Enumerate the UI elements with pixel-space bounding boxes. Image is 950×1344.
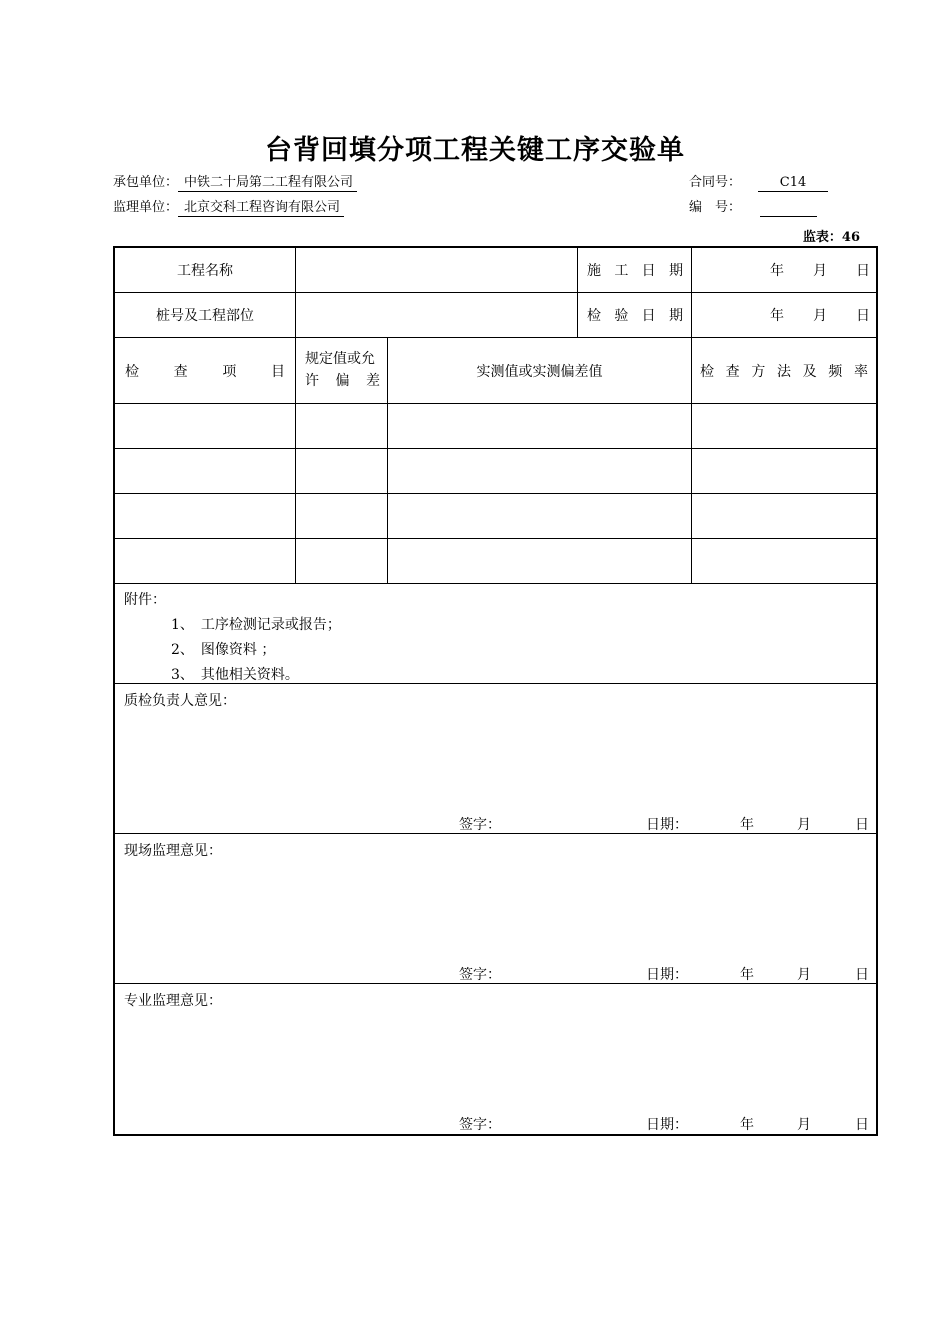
site-date-month: 月 [797, 967, 811, 983]
project-name-field[interactable] [296, 248, 577, 292]
site-date-label: 日期： [646, 967, 688, 983]
supervisor-line [113, 200, 344, 217]
contractor-value[interactable]: 中铁二十局第二工程有限公司 [178, 175, 357, 192]
qc-date-month: 月 [797, 817, 811, 833]
specialist-date-label: 日期： [646, 1117, 688, 1133]
inspection-table [113, 246, 878, 1136]
form-number: 监表：46 [802, 230, 860, 245]
supervisor-label: 监理单位： [113, 200, 179, 215]
specialist-date-day: 日 [855, 1117, 869, 1133]
divider [115, 583, 876, 584]
divider [577, 248, 578, 337]
site-sign-label: 签字： [459, 967, 501, 983]
construction-date-label: 施 工 日 期 [587, 263, 683, 279]
table-row-item[interactable] [115, 539, 295, 583]
contract-no-value[interactable]: C14 [758, 175, 828, 192]
contract-no-label: 合同号： [689, 175, 742, 190]
table-row-method[interactable] [692, 494, 876, 538]
table-row-measured[interactable] [388, 539, 691, 583]
specialist-sign-label: 签字： [459, 1117, 501, 1133]
table-row-spec[interactable] [296, 404, 387, 448]
specialist-date-year: 年 [740, 1117, 754, 1133]
qc-date-label: 日期： [646, 817, 688, 833]
table-row-spec[interactable] [296, 494, 387, 538]
attachments-label: 附件： [124, 592, 166, 608]
column-spec-line1: 规定值或允 [305, 351, 375, 367]
column-spec-line2: 许 偏 差 [305, 373, 380, 389]
table-row-spec[interactable] [296, 449, 387, 493]
column-method-header: 检 查 方 法 及 频 率 [700, 363, 868, 380]
date-month: 月 [813, 263, 827, 279]
qc-opinion-field[interactable] [115, 708, 876, 808]
date-day: 日 [856, 263, 870, 279]
serial-label: 编 号： [689, 200, 742, 215]
date-month: 月 [813, 308, 827, 324]
specialist-supervision-opinion-field[interactable] [115, 1008, 876, 1108]
site-date-day: 日 [855, 967, 869, 983]
construction-date-field[interactable] [692, 248, 876, 292]
qc-date-day: 日 [855, 817, 869, 833]
column-item-header: 检 查 项 目 [125, 363, 285, 380]
stake-field[interactable] [296, 293, 577, 337]
attachment-item: 3、 其他相关资料。 [171, 667, 299, 683]
stake-label: 桩号及工程部位 [156, 308, 254, 324]
site-supervision-opinion-field[interactable] [115, 858, 876, 958]
column-measured-header: 实测值或实测偏差值 [476, 363, 603, 380]
table-row-item[interactable] [115, 449, 295, 493]
attachment-item: 1、 工序检测记录或报告； [171, 617, 341, 633]
project-name-label: 工程名称 [177, 263, 233, 279]
contractor-label: 承包单位： [113, 175, 179, 190]
column-spec-header [305, 348, 380, 392]
table-row-spec[interactable] [296, 539, 387, 583]
table-row-measured[interactable] [388, 404, 691, 448]
qc-date-year: 年 [740, 817, 754, 833]
contractor-line [113, 175, 357, 192]
serial-value[interactable] [760, 200, 817, 217]
table-row-method[interactable] [692, 449, 876, 493]
table-row-measured[interactable] [388, 494, 691, 538]
date-year: 年 [770, 263, 784, 279]
attachment-item: 2、 图像资料 ； [171, 642, 276, 658]
qc-opinion-label: 质检负责人意见： [124, 693, 236, 709]
specialist-date-month: 月 [797, 1117, 811, 1133]
qc-sign-label: 签字： [459, 817, 501, 833]
table-row-item[interactable] [115, 494, 295, 538]
form-title: 台背回填分项工程关键工序交验单 [265, 135, 685, 166]
inspection-date-field[interactable] [692, 293, 876, 337]
table-row-method[interactable] [692, 404, 876, 448]
table-row-measured[interactable] [388, 449, 691, 493]
table-row-method[interactable] [692, 539, 876, 583]
date-year: 年 [770, 308, 784, 324]
date-day: 日 [856, 308, 870, 324]
site-date-year: 年 [740, 967, 754, 983]
specialist-supervision-opinion-label: 专业监理意见： [124, 993, 222, 1009]
table-row-item[interactable] [115, 404, 295, 448]
inspection-date-label: 检 验 日 期 [587, 308, 683, 324]
supervisor-value[interactable]: 北京交科工程咨询有限公司 [178, 200, 344, 217]
site-supervision-opinion-label: 现场监理意见： [124, 843, 222, 859]
